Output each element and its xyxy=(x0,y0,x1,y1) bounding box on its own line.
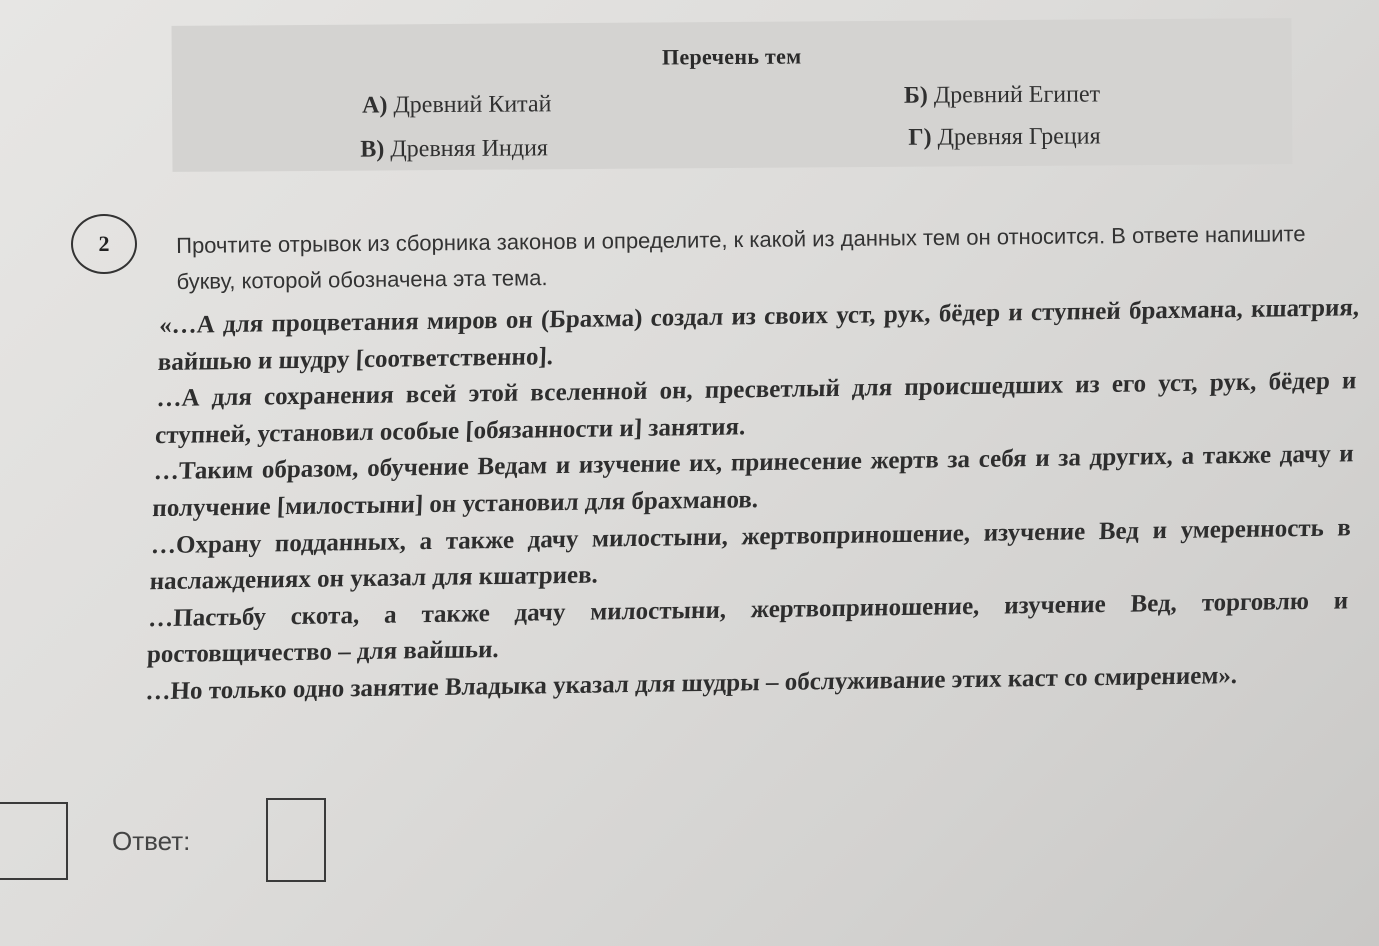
theme-b xyxy=(904,81,1100,109)
theme-g xyxy=(908,123,1100,151)
theme-v-text: Древняя Индия xyxy=(390,135,549,163)
theme-b-text: Древний Египет xyxy=(933,81,1101,109)
margin-score-box xyxy=(0,802,68,880)
excerpt-paragraph: …Но только одно занятие Владыка указал для шудры – обслуживание этих каст со смирением». xyxy=(145,661,1238,706)
answer-box[interactable] xyxy=(266,798,326,882)
excerpt-paragraph: …А для сохранения всей этой вселенной он, пресветлый для происшедших из его уст, рук, бёдер и ступней, установил особые [обязанности и] занятия. xyxy=(154,367,1357,449)
theme-a xyxy=(362,91,552,119)
theme-g-text: Древняя Греция xyxy=(937,123,1101,151)
theme-a-letter: А) xyxy=(361,92,388,119)
theme-v xyxy=(360,135,548,163)
excerpt-paragraph: …Пастьбу скота, а также дачу милостыни, жертвоприношение, изучение Вед, торговлю и ростовщичество – для вайшьи. xyxy=(146,587,1349,669)
themes-list-box xyxy=(172,18,1293,172)
task-number: 2 xyxy=(71,214,137,274)
excerpt-paragraph: …Таким образом, обучение Ведам и изучение их, принесение жертв за себя и за других, а также дачу и получение [милостыни] он установил для брахманов. xyxy=(151,440,1355,523)
excerpt-paragraph: …Охрану подданных, а также дачу милостыни, жертвоприношение, изучение Вед и умеренность в наслаждениях он указал для кшатриев. xyxy=(149,513,1352,596)
themes-title: Перечень тем xyxy=(661,43,802,70)
theme-g-letter: Г) xyxy=(908,124,932,151)
theme-v-letter: В) xyxy=(360,136,385,163)
theme-b-letter: Б) xyxy=(903,82,928,109)
law-excerpt xyxy=(145,290,1360,711)
excerpt-paragraph: «…А для процветания миров он (Брахма) создал из своих уст, рук, бёдер и ступней брахмана, кшатрия, вайшью и шудру [соответственно]. xyxy=(157,294,1360,376)
theme-a-text: Древний Китай xyxy=(393,91,552,119)
task-instruction: Прочтите отрывок из сборника законов и определите, к какой из данных тем он относится. В ответе напишите букву, которой обозначена эта тема. xyxy=(176,221,1306,294)
answer-label: Ответ: xyxy=(112,826,191,856)
